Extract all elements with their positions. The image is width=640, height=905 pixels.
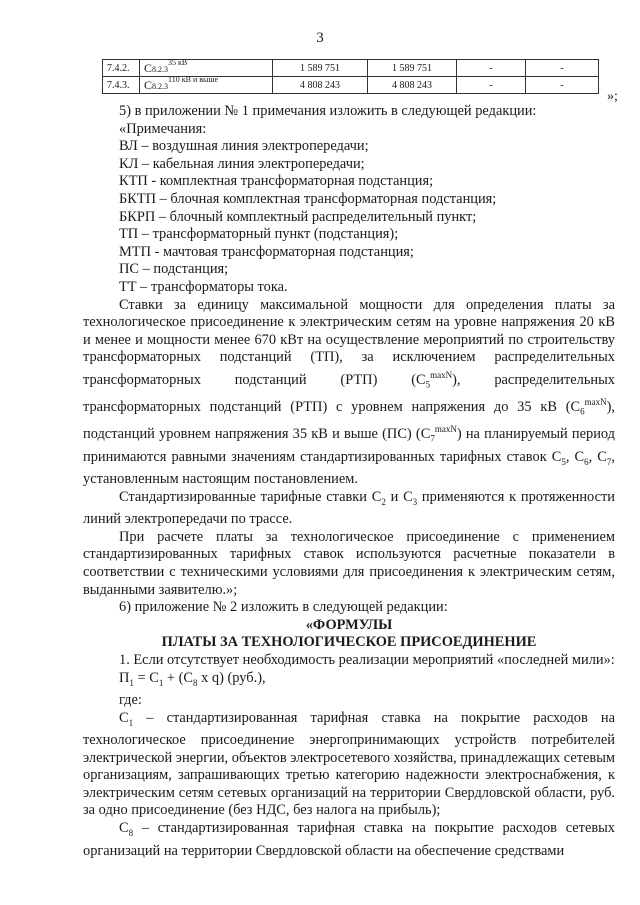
row-symbol xyxy=(140,57,273,77)
formula-1: $П_1 = С_1 + (С_8$ х q) (руб.), xyxy=(119,669,266,688)
heading-formulas: «ФОРМУЛЫ xyxy=(305,616,393,633)
row-value-2: 1 589 751 xyxy=(368,60,457,77)
row-value-1: 1 589 751 xyxy=(273,60,368,77)
table-row xyxy=(103,60,599,77)
document-body xyxy=(83,103,615,860)
notes-title: «Примечания: xyxy=(119,120,207,137)
row-dash-2: - xyxy=(526,77,599,94)
note-item: ТТ – трансформаторы тока. xyxy=(119,278,288,295)
definition-c1: $С_1$ – стандартизированная тарифная ставка на покрытие расходов на технологическое присоединение энергопринимающих устройств потребителей электрической энергии, объектов электросетевого хозяйства, принадлежащих сетевым организациям, запрашивающих третью категорию надежности электроснабжения, к электрическим сетям сетевых организаций на территории Свердловской области, руб. за одно присоединение (без НДС, без налога на прибыль); xyxy=(83,709,615,819)
symbol-letter: C xyxy=(144,60,153,75)
row-dash-2: - xyxy=(526,60,599,77)
row-dash-1: - xyxy=(457,77,526,94)
row-code: 7.4.2. xyxy=(103,60,140,77)
row-symbol xyxy=(140,74,273,94)
row-value-2: 4 808 243 xyxy=(368,77,457,94)
row-code: 7.4.3. xyxy=(103,77,140,94)
note-item: МТП - мачтовая трансформаторная подстанция; xyxy=(119,243,414,260)
formula-1-condition: 1. Если отсутствует необходимость реализации мероприятий «последней мили»: xyxy=(119,651,615,668)
paragraph-calculation: При расчете платы за технологическое присоединение с применением стандартизированных тарифных ставок используются расчетные показатели в соответствии с техническими условиями для присоединения к электрическим сетям, выданными заявителю.»; xyxy=(83,528,615,598)
definition-c8: $С_8$ – стандартизированная тарифная ставка на покрытие расходов сетевых организаций на территории Свердловской области на обеспечение средствами xyxy=(83,820,615,859)
table-closing-quote: »; xyxy=(607,89,618,104)
symbol-letter: C xyxy=(144,77,153,92)
row-dash-1: - xyxy=(457,60,526,77)
symbol-subscript: 8.2.3 xyxy=(152,81,169,91)
symbol-superscript: 110 кВ и выше xyxy=(168,74,219,84)
item-6: 6) приложение № 2 изложить в следующей редакции: xyxy=(119,599,448,616)
paragraph-standard-rates: Стандартизированные тарифные ставки $С_2$ и $С_3$ применяются к протяженности линий электропередачи по трассе. xyxy=(83,488,615,528)
note-item: ВЛ – воздушная линия электропередачи; xyxy=(119,138,369,155)
paragraph-rates: Ставки за единицу максимальной мощности для определения платы за технологическое присоединение к электрическим сетям на уровне напряжения 20 кВ и менее и мощности менее 670 кВт на осуществление мероприятий по строительству трансформаторных подстанций (ТП), за исключением распределительных трансформаторных подстанций (РТП) $(С_5^{maxN})$, распределительных трансформаторных подстанций (РТП) с уровнем напряжения до 35 кВ $(С_6^{maxN})$, подстанций уровнем напряжения 35 кВ и выше (ПС) $(С_7^{maxN})$ на планируемый период принимаются равными значениям стандартизированных тарифных ставок $С_5$, $С_6$, $С_7$, установленным настоящим постановлением. xyxy=(83,296,615,488)
row-value-1: 4 808 243 xyxy=(273,77,368,94)
note-item: КЛ – кабельная линия электропередачи; xyxy=(119,155,365,172)
note-item: ПС – подстанция; xyxy=(119,261,229,278)
note-item: КТП - комплектная трансформаторная подстанция; xyxy=(119,173,434,190)
tariff-table xyxy=(102,59,599,94)
item-5: 5) в приложении № 1 примечания изложить в следующей редакции: xyxy=(119,103,537,119)
table-row xyxy=(103,77,599,94)
note-item: БКРП – блочный комплектный распределительный пункт; xyxy=(119,208,477,225)
heading-fee: ПЛАТЫ ЗА ТЕХНОЛОГИЧЕСКОЕ ПРИСОЕДИНЕНИЕ xyxy=(161,634,537,651)
symbol-superscript: 35 кВ xyxy=(168,57,188,67)
note-item: ТП – трансформаторный пункт (подстанция); xyxy=(119,226,399,243)
note-item: БКТП – блочная комплектная трансформаторная подстанция; xyxy=(119,190,497,207)
page-number: 3 xyxy=(316,30,324,46)
symbol-subscript: 8.2.3 xyxy=(152,64,169,74)
where-label: где: xyxy=(119,692,142,709)
